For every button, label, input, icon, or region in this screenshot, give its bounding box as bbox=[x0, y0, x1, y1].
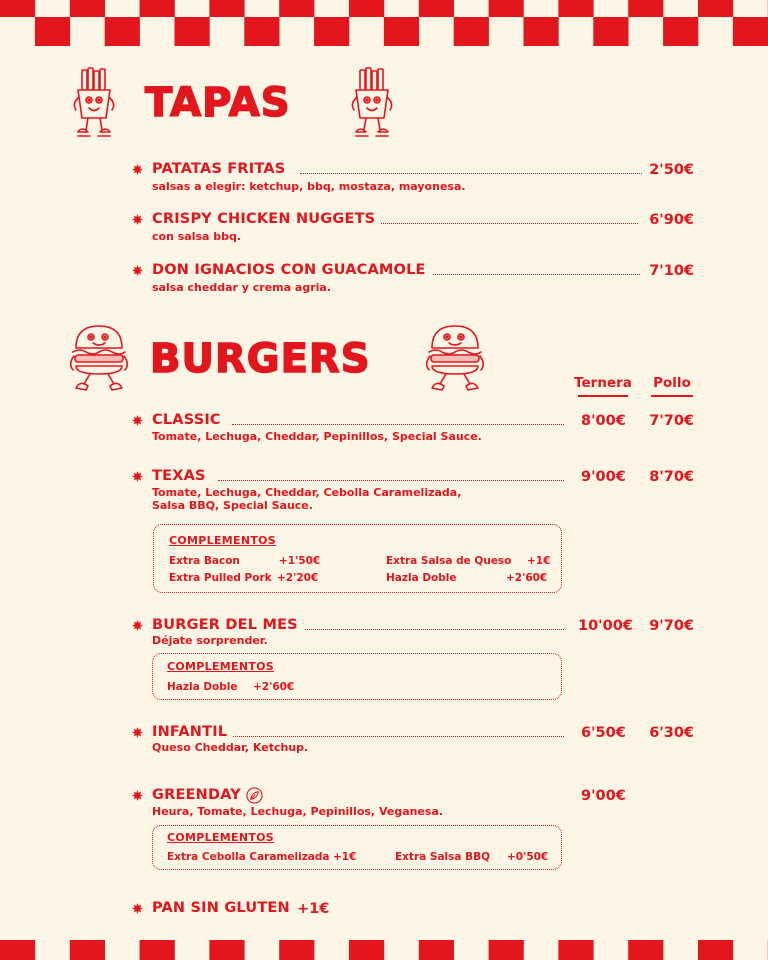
item-description: Salsa BBQ, Special Sauce. bbox=[152, 499, 313, 512]
item-description: salsa cheddar y crema agria. bbox=[152, 281, 331, 294]
starburst-bullet-icon bbox=[132, 415, 143, 426]
checker-square bbox=[279, 940, 314, 960]
complemento-price: +2'20€ bbox=[277, 572, 319, 584]
item-price-pollo: 7'70€ bbox=[649, 413, 694, 429]
starburst-bullet-icon bbox=[132, 471, 143, 482]
complemento-price: +1€ bbox=[527, 555, 551, 567]
item-description: Heura, Tomate, Lechuga, Pepinillos, Veganesa. bbox=[152, 805, 444, 818]
complemento-name: Extra Cebolla Caramelizada bbox=[167, 851, 330, 863]
fries-mascot-icon bbox=[70, 66, 118, 142]
dot-leader bbox=[300, 173, 642, 174]
checker-square bbox=[70, 0, 105, 17]
column-header-ternera bbox=[570, 375, 636, 397]
complemento-price: +2'60€ bbox=[253, 681, 295, 693]
checker-square bbox=[384, 17, 419, 46]
complementos-title: COMPLEMENTOS bbox=[167, 831, 274, 844]
complemento-price: +2'60€ bbox=[506, 572, 548, 584]
item-description: Tomate, Lechuga, Cheddar, Pepinillos, Special Sauce. bbox=[152, 430, 482, 443]
checker-square bbox=[140, 940, 175, 960]
checker-square bbox=[558, 0, 593, 17]
item-description: Déjate sorprender. bbox=[152, 634, 268, 647]
checker-square bbox=[349, 0, 384, 17]
item-price-ternera: 10'00€ bbox=[578, 618, 633, 634]
starburst-bullet-icon bbox=[132, 620, 143, 631]
complementos-title: COMPLEMENTOS bbox=[169, 534, 276, 547]
checker-square bbox=[314, 17, 349, 46]
burgers-title: BURGERS bbox=[150, 336, 371, 382]
checker-square bbox=[524, 17, 559, 46]
starburst-bullet-icon bbox=[132, 903, 143, 914]
checker-square bbox=[244, 17, 279, 46]
complementos-box-texas bbox=[153, 524, 562, 593]
fries-mascot-icon bbox=[348, 66, 396, 142]
burger-mascot-icon bbox=[70, 322, 128, 392]
item-price: +1€ bbox=[297, 901, 330, 917]
item-name: TEXAS bbox=[152, 468, 212, 484]
starburst-bullet-icon bbox=[132, 164, 143, 175]
complemento-name: Extra Salsa BBQ bbox=[395, 851, 491, 863]
checker-square bbox=[489, 0, 524, 17]
checker-square bbox=[628, 940, 663, 960]
starburst-bullet-icon bbox=[132, 790, 143, 801]
item-price-ternera: 8'00€ bbox=[581, 413, 626, 429]
checker-square bbox=[209, 0, 244, 17]
starburst-bullet-icon bbox=[132, 214, 143, 225]
column-header-label: Ternera bbox=[574, 375, 632, 391]
checker-square bbox=[209, 940, 244, 960]
item-name: INFANTIL bbox=[152, 724, 233, 740]
item-name: CRISPY CHICKEN NUGGETS bbox=[152, 211, 381, 227]
dot-leader bbox=[380, 223, 638, 224]
item-price-pollo: 8'70€ bbox=[649, 469, 694, 485]
complemento-name: Hazla Doble bbox=[386, 572, 457, 584]
item-name: GREENDAY bbox=[152, 787, 247, 803]
complemento-name: Hazla Doble bbox=[167, 681, 238, 693]
checker-square bbox=[349, 940, 384, 960]
checker-square bbox=[628, 0, 663, 17]
vegan-leaf-icon bbox=[246, 787, 263, 804]
checker-square bbox=[454, 17, 489, 46]
checker-square bbox=[489, 940, 524, 960]
checker-square bbox=[140, 0, 175, 17]
starburst-bullet-icon bbox=[132, 727, 143, 738]
complementos-title: COMPLEMENTOS bbox=[167, 660, 274, 673]
checker-square bbox=[70, 940, 105, 960]
item-price: 7'10€ bbox=[649, 263, 694, 279]
item-price-ternera: 6'50€ bbox=[581, 725, 626, 741]
column-header-pollo bbox=[646, 375, 698, 397]
checker-square bbox=[105, 17, 140, 46]
checker-square bbox=[0, 940, 35, 960]
checker-square bbox=[279, 0, 314, 17]
checker-square bbox=[35, 17, 70, 46]
item-description: salsas a elegir: ketchup, bbq, mostaza, mayonesa. bbox=[152, 180, 466, 193]
item-price: 6'90€ bbox=[649, 212, 694, 228]
dot-leader bbox=[218, 480, 564, 481]
starburst-bullet-icon bbox=[132, 265, 143, 276]
checker-square bbox=[419, 940, 454, 960]
item-name: DON IGNACIOS CON GUACAMOLE bbox=[152, 262, 432, 278]
checker-square bbox=[698, 0, 733, 17]
checker-square bbox=[593, 17, 628, 46]
dot-leader bbox=[232, 424, 564, 425]
checker-square bbox=[558, 940, 593, 960]
item-name: PATATAS FRITAS bbox=[152, 161, 291, 177]
column-header-label: Pollo bbox=[653, 375, 691, 391]
item-name: PAN SIN GLUTEN bbox=[152, 900, 296, 916]
complementos-box-greenday bbox=[152, 825, 562, 870]
checker-square bbox=[733, 17, 768, 46]
complemento-price: +1'50€ bbox=[279, 555, 321, 567]
item-name: CLASSIC bbox=[152, 412, 227, 428]
checker-border-bottom bbox=[0, 940, 768, 960]
complemento-name: Extra Bacon bbox=[169, 555, 240, 567]
checker-square bbox=[175, 17, 210, 46]
checker-square bbox=[698, 940, 733, 960]
checker-square bbox=[419, 0, 454, 17]
dot-leader bbox=[302, 629, 564, 630]
item-price-pollo: 6'30€ bbox=[649, 725, 694, 741]
complementos-box-burger-del-mes bbox=[152, 653, 562, 700]
underline bbox=[651, 395, 693, 397]
item-description: Queso Cheddar, Ketchup. bbox=[152, 741, 309, 754]
item-price-pollo: 9'70€ bbox=[649, 618, 694, 634]
dot-leader bbox=[422, 274, 640, 275]
checker-square bbox=[0, 0, 35, 17]
item-price: 2'50€ bbox=[649, 162, 694, 178]
complemento-name: Extra Salsa de Queso bbox=[386, 555, 512, 567]
underline bbox=[578, 395, 628, 397]
complemento-price: +1€ bbox=[333, 851, 357, 863]
item-name: BURGER DEL MES bbox=[152, 617, 304, 633]
complemento-price: +0'50€ bbox=[507, 851, 549, 863]
complemento-name: Extra Pulled Pork bbox=[169, 572, 272, 584]
item-price-ternera: 9'00€ bbox=[581, 788, 626, 804]
dot-leader bbox=[228, 736, 564, 737]
checker-border-top bbox=[0, 0, 768, 46]
tapas-title: TAPAS bbox=[145, 80, 291, 126]
item-price-ternera: 9'00€ bbox=[581, 469, 626, 485]
checker-square bbox=[663, 17, 698, 46]
burger-mascot-icon bbox=[426, 322, 484, 392]
item-description: con salsa bbq. bbox=[152, 230, 242, 243]
item-description: Tomate, Lechuga, Cheddar, Cebolla Caramelizada, bbox=[152, 486, 462, 499]
